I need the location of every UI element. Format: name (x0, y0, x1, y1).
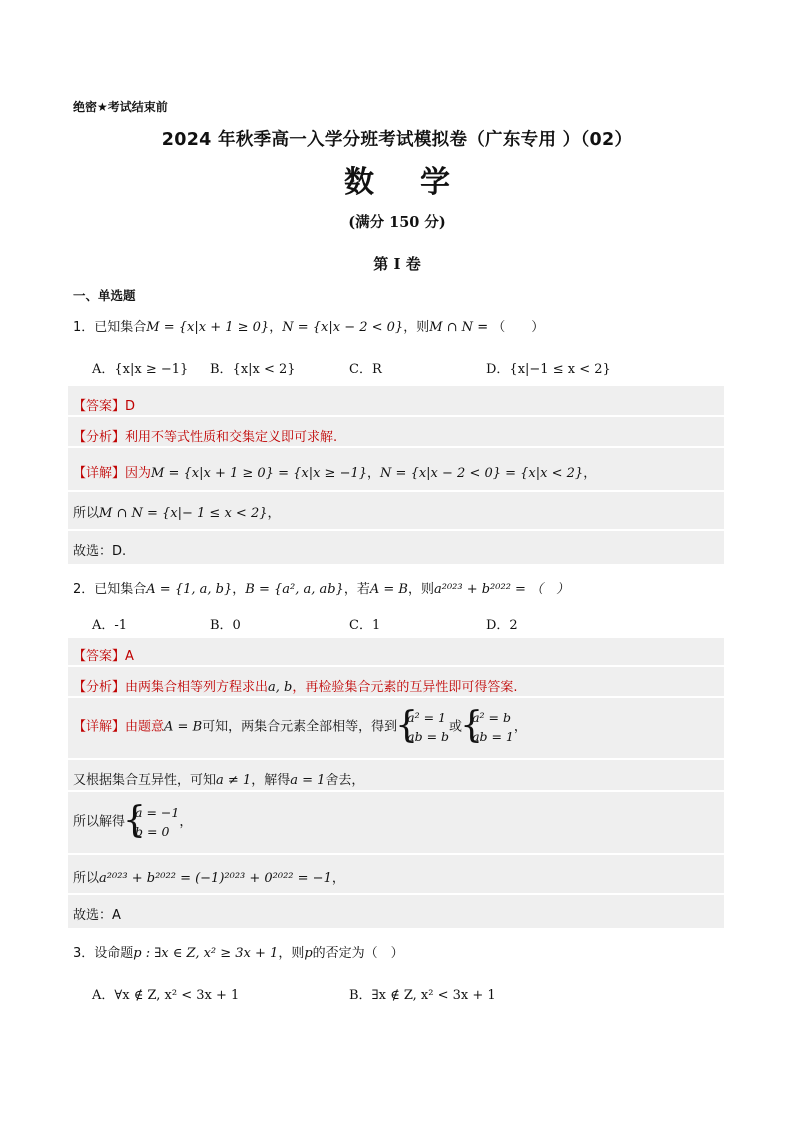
full-mark: (满分 150 分) (348, 214, 446, 231)
secret-label: 绝密★考试结束前 (73, 100, 168, 114)
question-3-option-b: B．∃x ∉ Z, x² < 3x + 1 (349, 988, 496, 1003)
question-2-option-a: A．-1 (92, 618, 128, 633)
question-2-detail: 【详解】由题意A = B可知，两集合元素全部相等，得到{ a² = 1 ab = b或{ a² = b ab = 1， (73, 708, 527, 746)
question-1-detail: 【详解】因为M = {x|x + 1 ≥ 0} = {x|x ≥ −1}，N = {x|x − 2 < 0} = {x|x < 2}， (73, 466, 597, 481)
question-2-solution-box (68, 638, 724, 928)
question-2-detail-line-2: 又根据集合互异性，可知a ≠ 1，解得a = 1舍去， (73, 773, 365, 788)
question-2-answer: 【答案】A (73, 649, 134, 664)
equation-system-1: { a² = 1 ab = b (397, 708, 449, 746)
question-1-solution-box (68, 386, 724, 564)
equation-system-2: { a² = b ab = 1 (462, 708, 514, 746)
question-2-detail-line-4: 所以a²⁰²³ + b²⁰²² = (−1)²⁰²³ + 0²⁰²² = −1， (73, 871, 345, 886)
question-1-option-d: D．{x|−1 ≤ x < 2} (486, 362, 611, 377)
question-2-option-b: B．0 (210, 618, 241, 633)
question-2-analysis: 【分析】由两集合相等列方程求出a, b，再检验集合元素的互异性即可得答案. (73, 680, 518, 695)
question-1-stem: 1．已知集合M = {x|x + 1 ≥ 0}，N = {x|x − 2 < 0}，则M ∩ N = （ ） (73, 320, 545, 335)
section-heading: 一、单选题 (73, 288, 136, 303)
question-2-choice: 故选：A (73, 908, 121, 923)
question-2-option-c: C．1 (349, 618, 381, 633)
question-2-stem: 2．已知集合A = {1, a, b}，B = {a², a, ab}，若A = B，则a²⁰²³ + b²⁰²² = （ ） (73, 582, 570, 597)
question-3-stem: 3．设命题p : ∃x ∈ Z, x² ≥ 3x + 1，则p的否定为（ ） (73, 946, 404, 961)
question-1-answer: 【答案】D (73, 399, 136, 414)
subject-title: 数学 (344, 165, 496, 200)
question-1-choice: 故选：D. (73, 544, 127, 559)
exam-title: 2024 年秋季高一入学分班考试模拟卷（广东专用 ）（02） (161, 130, 633, 150)
question-1-option-a: A．{x|x ≥ −1} (92, 362, 189, 377)
equation-system-3: { a = −1 b = 0 (125, 803, 179, 841)
volume-label: 第 I 卷 (373, 255, 421, 273)
question-1-detail-line-2: 所以M ∩ N = {x|− 1 ≤ x < 2}， (73, 506, 281, 521)
question-2-option-d: D．2 (486, 618, 518, 633)
question-1-option-b: B．{x|x < 2} (210, 362, 296, 377)
question-1-analysis: 【分析】利用不等式性质和交集定义即可求解. (73, 430, 338, 445)
question-3-option-a: A．∀x ∉ Z, x² < 3x + 1 (92, 988, 240, 1003)
question-1-option-c: C．R (349, 362, 382, 377)
question-2-detail-line-3: 所以解得{ a = −1 b = 0， (73, 803, 192, 841)
